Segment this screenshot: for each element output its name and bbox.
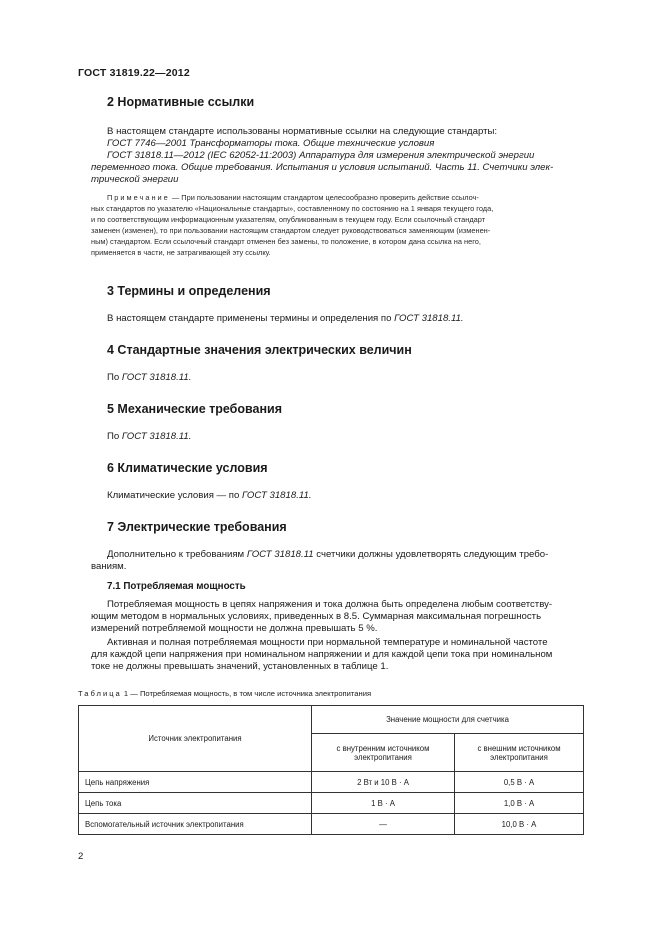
header-internal-line1: с внутренним источником	[336, 743, 430, 753]
section-5-text-prefix: По	[107, 431, 120, 442]
section-4-text	[107, 372, 191, 384]
note-line-2: ных стандартов по указателю «Национальные стандарты», составленному по состоянию на 1 января текущего года,	[91, 204, 494, 213]
paragraph-1-line-3: измерений потребляемой мощности не должна превышать 5 %.	[91, 623, 378, 634]
section-6-text	[107, 490, 311, 502]
row-source: Цепь напряжения	[79, 772, 312, 793]
section-4-gost-ref: ГОСТ 31818.11.	[121, 372, 192, 383]
reference-gost-7746: ГОСТ 7746—2001 Трансформаторы тока. Общие технические условия	[107, 138, 435, 149]
paragraph-2-line-3: токе не должны превышать значений, установленных в таблице 1.	[91, 661, 389, 672]
section-5-heading: 5 Механические требования	[107, 402, 283, 416]
reference-gost-31818-line2: переменного тока. Общие требования. Испытания и условия испытаний. Часть 11. Счетчики элек-	[91, 162, 554, 173]
note-label: Примечание	[107, 193, 170, 202]
section-6-gost-ref: ГОСТ 31818.11.	[242, 490, 312, 501]
subsection-7-1-heading: 7.1 Потребляемая мощность	[107, 581, 246, 592]
document-header: ГОСТ 31819.22—2012	[78, 67, 190, 79]
section-3-text	[107, 313, 464, 325]
section-7-intro	[107, 549, 548, 561]
note-line-6: применяется в части, не затрагивающей эту ссылку.	[91, 248, 271, 257]
note-line-4: заменен (изменен), то при пользовании настоящим стандартом следует руководствоваться заменяющим (изменен-	[91, 226, 491, 235]
row-internal-value: 2 Вт и 10 В · А	[312, 772, 455, 793]
section-4-heading: 4 Стандартные значения электрических величин	[107, 343, 412, 357]
row-external-value: 10,0 В · А	[455, 814, 584, 835]
paragraph-1-line-1: Потребляемая мощность в цепях напряжения и тока должна быть определена любым соответству-	[107, 599, 553, 610]
note-line-3: и по соответствующим информационным указателям, опубликованным в текущем году. Если ссылочный стандарт	[91, 215, 486, 224]
row-internal-value: —	[312, 814, 455, 835]
row-source: Цепь тока	[79, 793, 312, 814]
header-external-source	[455, 734, 584, 772]
section-6-text-prefix: Климатические условия — по	[107, 490, 240, 501]
section-2-intro: В настоящем стандарте использованы нормативные ссылки на следующие стандарты:	[107, 126, 498, 137]
header-internal-line2: электропитания	[354, 752, 412, 762]
table-caption	[78, 689, 371, 698]
section-2-heading: 2 Нормативные ссылки	[107, 95, 255, 109]
section-3-text-prefix: В настоящем стандарте применены термины и определения по	[107, 313, 392, 324]
header-power-value: Значение мощности для счетчика	[312, 706, 584, 734]
section-7-intro-line2: ваниям.	[91, 561, 127, 572]
header-external-line1: с внешним источником	[477, 743, 561, 753]
section-6-heading: 6 Климатические условия	[107, 461, 268, 475]
section-7-intro-prefix: Дополнительно к требованиям	[107, 549, 245, 560]
section-7-heading: 7 Электрические требования	[107, 520, 287, 534]
table-row	[79, 772, 584, 793]
section-5-text	[107, 431, 191, 443]
header-power-source: Источник электропитания	[79, 706, 312, 772]
page-number: 2	[78, 851, 84, 862]
reference-gost-31818-line1: ГОСТ 31818.11—2012 (IEC 62052-11:2003) Аппаратура для измерения электрической энергии	[107, 150, 535, 161]
row-external-value: 1,0 В · А	[455, 793, 584, 814]
header-external-line2: электропитания	[490, 752, 548, 762]
section-5-gost-ref: ГОСТ 31818.11.	[121, 431, 192, 442]
table-caption-text: 1 — Потребляемая мощность, в том числе источника электропитания	[123, 689, 372, 698]
row-internal-value: 1 В · А	[312, 793, 455, 814]
note-line-1	[107, 193, 479, 203]
header-internal-source	[312, 734, 455, 772]
power-consumption-table	[78, 705, 584, 835]
table-row	[79, 793, 584, 814]
section-4-text-prefix: По	[107, 372, 120, 383]
paragraph-2-line-1: Активная и полная потребляемая мощности при нормальной температуре и номинальной частоте	[107, 637, 548, 648]
paragraph-2-line-2: для каждой цепи напряжения при номинальном напряжении и для каждой цепи тока при номинальном	[91, 649, 553, 660]
paragraph-1-line-2: ющим методом в нормальных условиях, приведенных в 8.5. Суммарная максимальная погрешность	[91, 611, 542, 622]
note-line-5: ным) стандартом. Если ссылочный стандарт отменен без замены, то положение, в котором дана ссылка на него,	[91, 237, 481, 246]
section-7-gost-ref: ГОСТ 31818.11	[246, 549, 314, 560]
section-3-gost-ref: ГОСТ 31818.11.	[394, 313, 464, 324]
row-external-value: 0,5 В · А	[455, 772, 584, 793]
section-3-heading: 3 Термины и определения	[107, 284, 271, 298]
table-row	[79, 814, 584, 835]
row-source: Вспомогательный источник электропитания	[79, 814, 312, 835]
reference-gost-31818-line3: трической энергии	[91, 174, 179, 185]
section-7-intro-suffix: счетчики должны удовлетворять следующим требо-	[316, 549, 549, 560]
note-text-1: — При пользовании настоящим стандартом целесообразно проверить действие ссылоч-	[171, 193, 479, 202]
table-caption-label: Таблица	[78, 689, 122, 698]
